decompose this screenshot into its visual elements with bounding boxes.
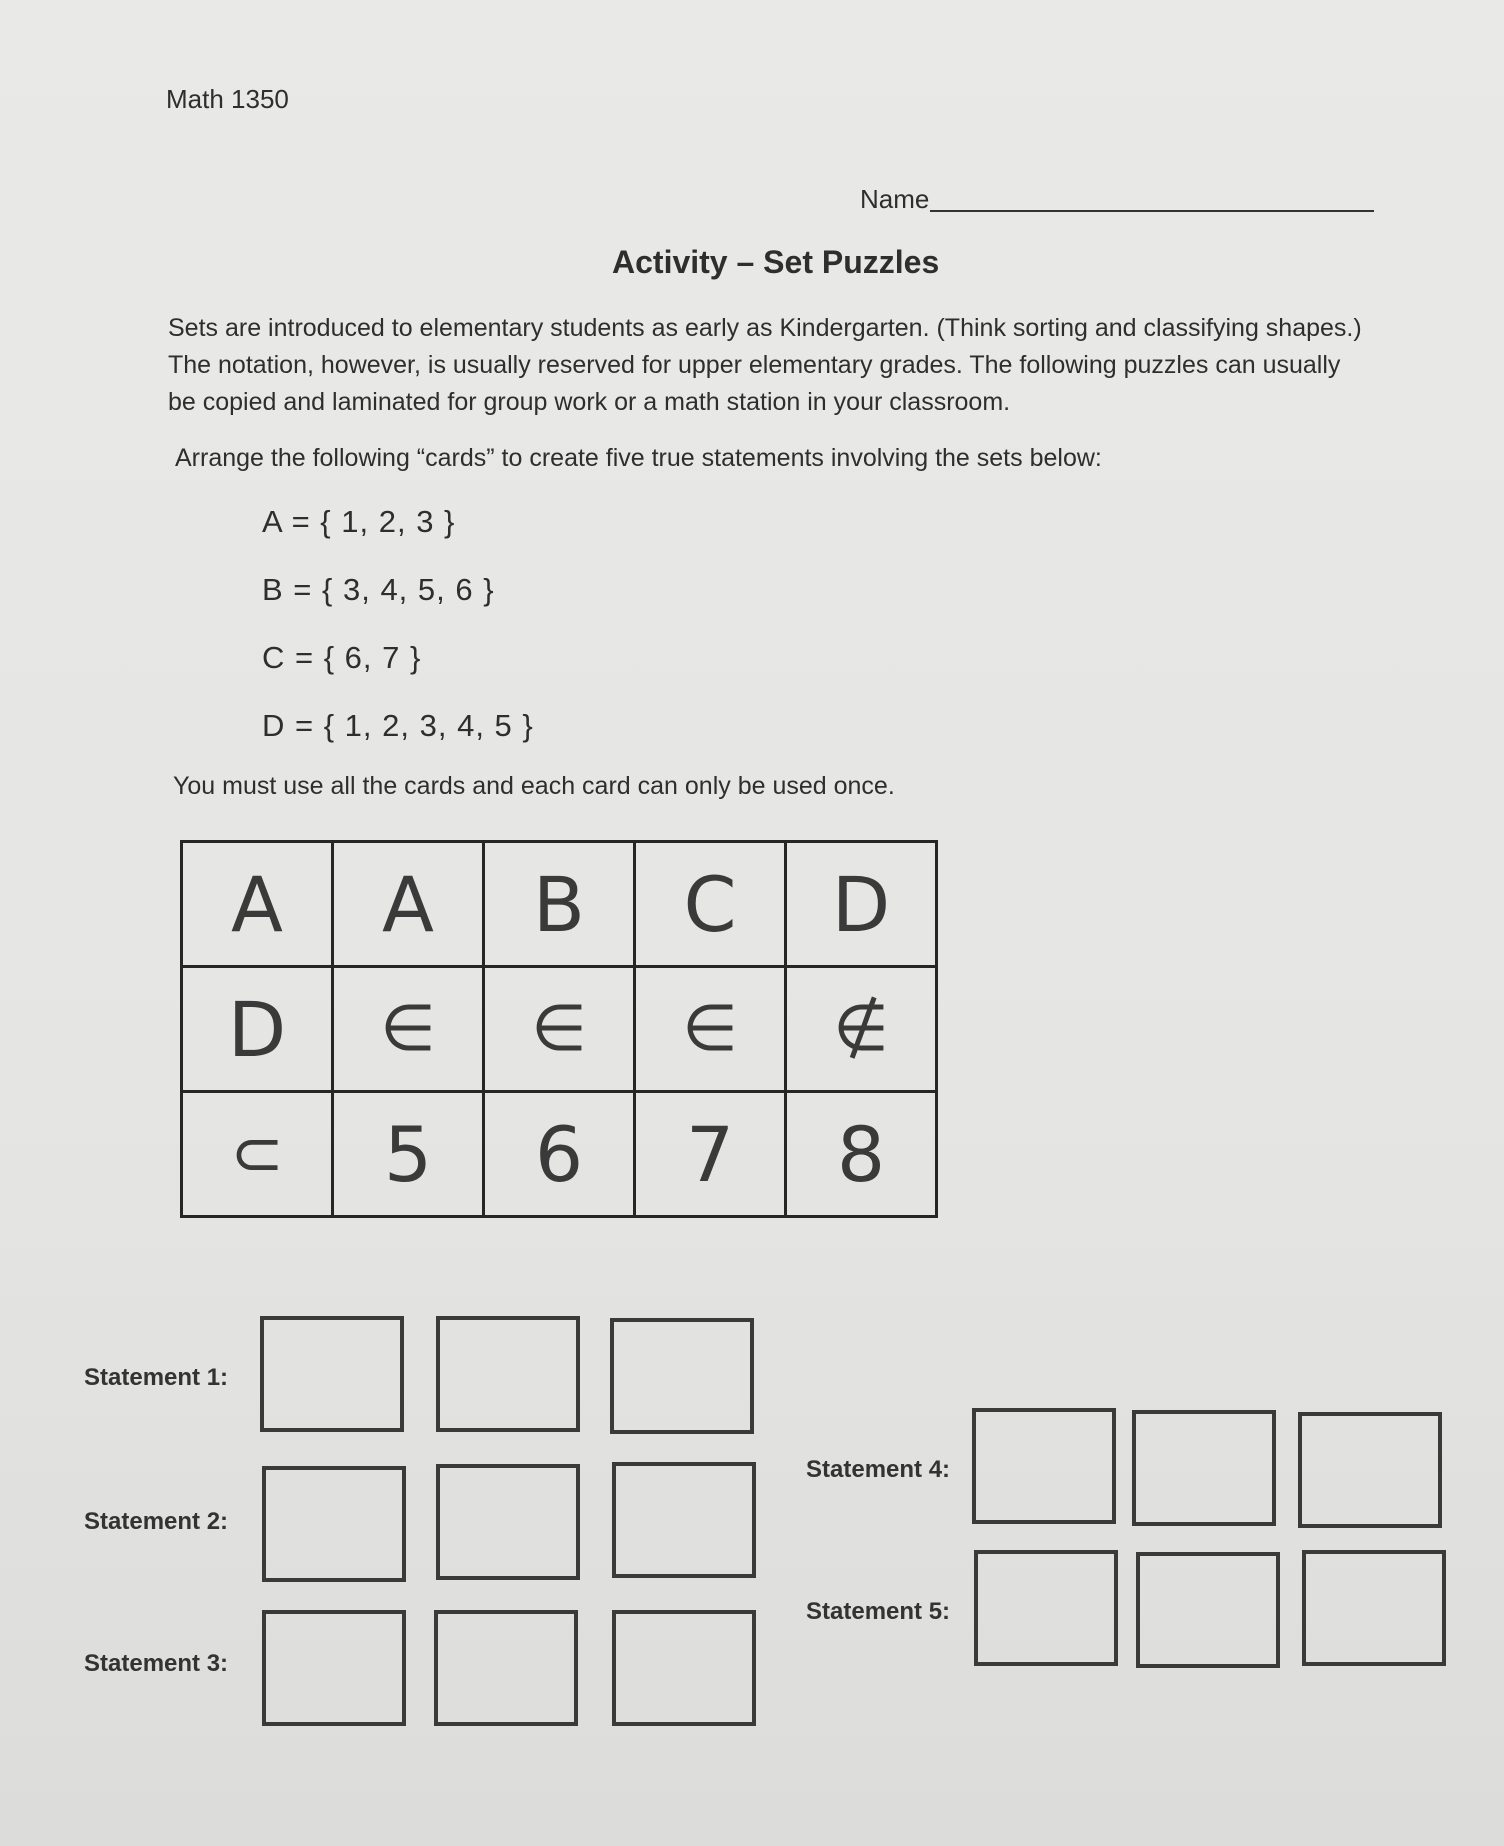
page-title: Activity – Set Puzzles [612, 244, 940, 280]
card[interactable]: B [484, 842, 635, 967]
statement-1-slot-2[interactable] [436, 1316, 580, 1432]
instruction-text: Arrange the following “cards” to create five true statements involving the sets below: [175, 444, 1102, 472]
statement-3-label: Statement 3: [84, 1650, 229, 1677]
card[interactable]: 5 [333, 1092, 484, 1217]
rule-text: You must use all the cards and each card can only be used once. [173, 772, 895, 800]
statement-4-slot-1[interactable] [972, 1408, 1116, 1524]
set-c: C = { 6, 7 } [262, 640, 422, 675]
statement-4-slot-3[interactable] [1298, 1412, 1442, 1528]
card-element-of[interactable]: ∈ [484, 967, 635, 1092]
card[interactable]: D [182, 967, 333, 1092]
statement-5-slot-3[interactable] [1302, 1550, 1446, 1666]
card[interactable]: A [333, 842, 484, 967]
statement-2-label: Statement 2: [84, 1508, 229, 1535]
statement-5-slot-2[interactable] [1136, 1552, 1280, 1668]
statement-5-label: Statement 5: [806, 1598, 951, 1625]
set-b: B = { 3, 4, 5, 6 } [262, 572, 495, 607]
card[interactable]: 8 [786, 1092, 937, 1217]
statement-3-slot-3[interactable] [612, 1610, 756, 1726]
cards-row-1 [182, 842, 937, 967]
statement-2-slot-3[interactable] [612, 1462, 756, 1578]
card-subset[interactable]: ⊂ [182, 1092, 333, 1217]
statement-4-slot-2[interactable] [1132, 1410, 1276, 1526]
name-label: Name [860, 184, 930, 214]
statement-1-label: Statement 1: [84, 1364, 229, 1391]
card[interactable]: C [635, 842, 786, 967]
card[interactable]: 7 [635, 1092, 786, 1217]
card[interactable]: 6 [484, 1092, 635, 1217]
statement-1-slot-3[interactable] [610, 1318, 754, 1434]
card-not-element-of[interactable]: ∉ [786, 967, 937, 1092]
name-field-line[interactable] [930, 210, 1374, 212]
statement-1-slot-1[interactable] [260, 1316, 404, 1432]
set-d: D = { 1, 2, 3, 4, 5 } [262, 708, 534, 743]
cards-row-3 [182, 1092, 937, 1217]
card[interactable]: A [182, 842, 333, 967]
card-element-of[interactable]: ∈ [333, 967, 484, 1092]
statement-5-slot-1[interactable] [974, 1550, 1118, 1666]
set-a: A = { 1, 2, 3 } [262, 504, 456, 539]
card-element-of[interactable]: ∈ [635, 967, 786, 1092]
statement-3-slot-2[interactable] [434, 1610, 578, 1726]
statement-2-slot-1[interactable] [262, 1466, 406, 1582]
statement-3-slot-1[interactable] [262, 1610, 406, 1726]
intro-paragraph: Sets are introduced to elementary students as early as Kindergarten. (Think sorting and classifying shapes.) The notation, however, is usually reserved for upper elementary grades. The following puzzles can usually be copied and laminated for group work or a math station in your classroom. [168, 314, 1362, 416]
cards-row-2 [182, 967, 937, 1092]
card[interactable]: D [786, 842, 937, 967]
course-label: Math 1350 [166, 84, 289, 114]
statement-4-label: Statement 4: [806, 1456, 951, 1483]
cards-grid [180, 840, 938, 1218]
statement-2-slot-2[interactable] [436, 1464, 580, 1580]
